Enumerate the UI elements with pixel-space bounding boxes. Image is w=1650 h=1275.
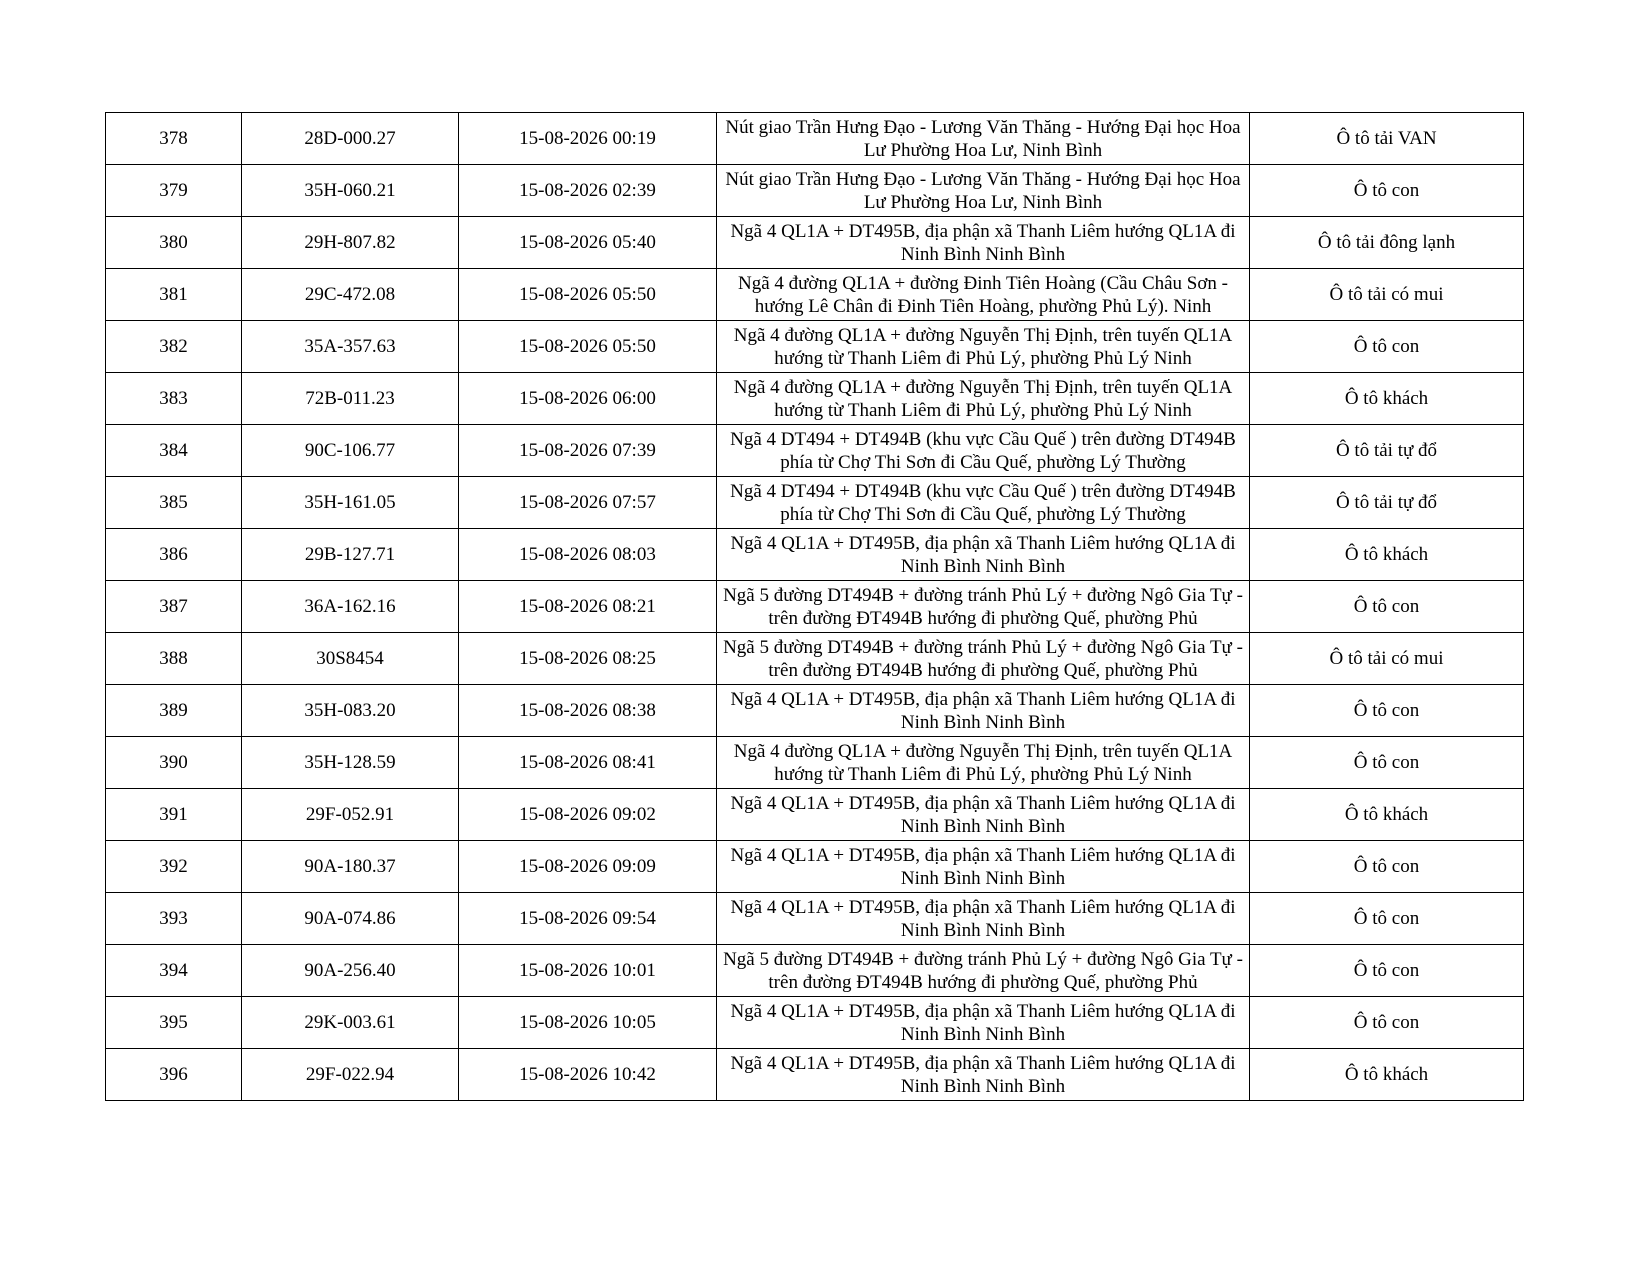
violation-location-text: Ngã 4 QL1A + DT495B, địa phận xã Thanh Liêm hướng QL1A đi Ninh Bình Ninh Bình [730,688,1236,733]
violation-location [717,945,1250,997]
violation-time: 15-08-2026 06:00 [459,373,717,425]
violation-location-text: Ngã 4 QL1A + DT495B, địa phận xã Thanh Liêm hướng QL1A đi Ninh Bình Ninh Bình [730,844,1236,889]
violation-location [717,737,1250,789]
vehicle-type: Ô tô con [1250,685,1524,737]
table-row [106,789,1524,841]
table-row [106,269,1524,321]
license-plate: 72B-011.23 [242,373,459,425]
violation-location [717,841,1250,893]
violation-location [717,165,1250,217]
vehicle-type: Ô tô tải đông lạnh [1250,217,1524,269]
violation-time: 15-08-2026 10:42 [459,1049,717,1101]
license-plate: 29B-127.71 [242,529,459,581]
violation-location [717,581,1250,633]
violation-location-text: Ngã 5 đường DT494B + đường tránh Phủ Lý + đường Ngô Gia Tự - trên đường ĐT494B hướng đi phường Quế, phường Phủ [723,636,1243,681]
row-number: 383 [106,373,242,425]
violation-location [717,269,1250,321]
violation-location-text: Ngã 4 QL1A + DT495B, địa phận xã Thanh Liêm hướng QL1A đi Ninh Bình Ninh Bình [730,1052,1236,1097]
row-number: 394 [106,945,242,997]
violation-location-text: Ngã 4 QL1A + DT495B, địa phận xã Thanh Liêm hướng QL1A đi Ninh Bình Ninh Bình [730,1000,1236,1045]
table-row [106,633,1524,685]
violation-location [717,321,1250,373]
violation-location-text: Nút giao Trần Hưng Đạo - Lương Văn Thăng - Hướng Đại học Hoa Lư Phường Hoa Lư, Ninh Bình [725,116,1241,161]
vehicle-type: Ô tô con [1250,581,1524,633]
violation-time: 15-08-2026 09:54 [459,893,717,945]
row-number: 392 [106,841,242,893]
violation-location-text: Ngã 4 QL1A + DT495B, địa phận xã Thanh Liêm hướng QL1A đi Ninh Bình Ninh Bình [730,220,1236,265]
violation-time: 15-08-2026 09:09 [459,841,717,893]
row-number: 378 [106,113,242,165]
violation-location-text: Ngã 4 đường QL1A + đường Nguyễn Thị Định, trên tuyến QL1A hướng từ Thanh Liêm đi Phủ Lý, phường Phủ Lý Ninh [733,376,1233,421]
violation-time: 15-08-2026 08:38 [459,685,717,737]
vehicle-type: Ô tô khách [1250,373,1524,425]
row-number: 379 [106,165,242,217]
row-number: 395 [106,997,242,1049]
license-plate: 29F-052.91 [242,789,459,841]
violation-location [717,425,1250,477]
row-number: 393 [106,893,242,945]
license-plate: 90A-180.37 [242,841,459,893]
row-number: 385 [106,477,242,529]
violation-time: 15-08-2026 08:21 [459,581,717,633]
violation-location [717,893,1250,945]
table-row [106,997,1524,1049]
license-plate: 28D-000.27 [242,113,459,165]
license-plate: 29F-022.94 [242,1049,459,1101]
violation-location [717,113,1250,165]
violation-location-text: Ngã 4 QL1A + DT495B, địa phận xã Thanh Liêm hướng QL1A đi Ninh Bình Ninh Bình [730,896,1236,941]
violation-time: 15-08-2026 00:19 [459,113,717,165]
license-plate: 35H-083.20 [242,685,459,737]
vehicle-type: Ô tô khách [1250,529,1524,581]
license-plate: 35H-060.21 [242,165,459,217]
violation-location-text: Ngã 4 QL1A + DT495B, địa phận xã Thanh Liêm hướng QL1A đi Ninh Bình Ninh Bình [730,792,1236,837]
table-row [106,165,1524,217]
violation-location-text: Ngã 5 đường DT494B + đường tránh Phủ Lý + đường Ngô Gia Tự - trên đường ĐT494B hướng đi phường Quế, phường Phủ [723,584,1243,629]
vehicle-type: Ô tô tải có mui [1250,269,1524,321]
violation-location [717,633,1250,685]
license-plate: 29C-472.08 [242,269,459,321]
violations-table [105,112,1524,1101]
vehicle-type: Ô tô con [1250,321,1524,373]
table-row [106,737,1524,789]
violation-location [717,477,1250,529]
violation-location-text: Ngã 4 DT494 + DT494B (khu vực Cầu Quế ) trên đường DT494B phía từ Chợ Thi Sơn đi Cầu Quế, phường Lý Thường [730,428,1236,473]
vehicle-type: Ô tô tải tự đổ [1250,425,1524,477]
row-number: 388 [106,633,242,685]
license-plate: 35H-161.05 [242,477,459,529]
row-number: 380 [106,217,242,269]
vehicle-type: Ô tô con [1250,841,1524,893]
violation-time: 15-08-2026 08:25 [459,633,717,685]
violation-time: 15-08-2026 07:57 [459,477,717,529]
vehicle-type: Ô tô con [1250,737,1524,789]
row-number: 391 [106,789,242,841]
violation-location-text: Ngã 4 đường QL1A + đường Đinh Tiên Hoàng (Cầu Châu Sơn - hướng Lê Chân đi Đinh Tiên Hoàng, phường Phủ Lý). Ninh [737,272,1228,317]
vehicle-type: Ô tô khách [1250,789,1524,841]
violation-time: 15-08-2026 10:01 [459,945,717,997]
license-plate: 29H-807.82 [242,217,459,269]
row-number: 387 [106,581,242,633]
row-number: 381 [106,269,242,321]
row-number: 390 [106,737,242,789]
violation-time: 15-08-2026 05:50 [459,321,717,373]
vehicle-type: Ô tô con [1250,165,1524,217]
table-row [106,945,1524,997]
table-row [106,373,1524,425]
violation-location [717,529,1250,581]
table-row [106,893,1524,945]
violation-location-text: Ngã 4 DT494 + DT494B (khu vực Cầu Quế ) trên đường DT494B phía từ Chợ Thi Sơn đi Cầu Quế, phường Lý Thường [730,480,1236,525]
violation-location [717,789,1250,841]
license-plate: 36A-162.16 [242,581,459,633]
violation-time: 15-08-2026 02:39 [459,165,717,217]
violation-location-text: Nút giao Trần Hưng Đạo - Lương Văn Thăng - Hướng Đại học Hoa Lư Phường Hoa Lư, Ninh Bình [725,168,1241,213]
table-row [106,321,1524,373]
vehicle-type: Ô tô tải VAN [1250,113,1524,165]
violation-time: 15-08-2026 08:03 [459,529,717,581]
violation-location-text: Ngã 4 đường QL1A + đường Nguyễn Thị Định, trên tuyến QL1A hướng từ Thanh Liêm đi Phủ Lý, phường Phủ Lý Ninh [733,740,1233,785]
vehicle-type: Ô tô con [1250,945,1524,997]
violations-table-body [106,113,1524,1101]
vehicle-type: Ô tô khách [1250,1049,1524,1101]
vehicle-type: Ô tô tải có mui [1250,633,1524,685]
license-plate: 90A-074.86 [242,893,459,945]
violation-location [717,1049,1250,1101]
license-plate: 90C-106.77 [242,425,459,477]
row-number: 384 [106,425,242,477]
violation-location [717,997,1250,1049]
table-row [106,477,1524,529]
vehicle-type: Ô tô con [1250,893,1524,945]
vehicle-type: Ô tô con [1250,997,1524,1049]
violation-location [717,217,1250,269]
violation-location-text: Ngã 4 QL1A + DT495B, địa phận xã Thanh Liêm hướng QL1A đi Ninh Bình Ninh Bình [730,532,1236,577]
license-plate: 90A-256.40 [242,945,459,997]
table-row [106,425,1524,477]
violation-time: 15-08-2026 05:50 [459,269,717,321]
row-number: 382 [106,321,242,373]
table-row [106,1049,1524,1101]
table-row [106,217,1524,269]
row-number: 396 [106,1049,242,1101]
violation-time: 15-08-2026 09:02 [459,789,717,841]
license-plate: 30S8454 [242,633,459,685]
table-row [106,113,1524,165]
violation-location-text: Ngã 5 đường DT494B + đường tránh Phủ Lý + đường Ngô Gia Tự - trên đường ĐT494B hướng đi phường Quế, phường Phủ [723,948,1243,993]
table-row [106,685,1524,737]
violation-location [717,373,1250,425]
violation-time: 15-08-2026 08:41 [459,737,717,789]
vehicle-type: Ô tô tải tự đổ [1250,477,1524,529]
row-number: 386 [106,529,242,581]
violation-location [717,685,1250,737]
violation-time: 15-08-2026 10:05 [459,997,717,1049]
license-plate: 35H-128.59 [242,737,459,789]
license-plate: 35A-357.63 [242,321,459,373]
license-plate: 29K-003.61 [242,997,459,1049]
row-number: 389 [106,685,242,737]
table-row [106,581,1524,633]
violation-time: 15-08-2026 07:39 [459,425,717,477]
violation-location-text: Ngã 4 đường QL1A + đường Nguyễn Thị Định, trên tuyến QL1A hướng từ Thanh Liêm đi Phủ Lý, phường Phủ Lý Ninh [733,324,1233,369]
table-row [106,841,1524,893]
table-row [106,529,1524,581]
violation-time: 15-08-2026 05:40 [459,217,717,269]
